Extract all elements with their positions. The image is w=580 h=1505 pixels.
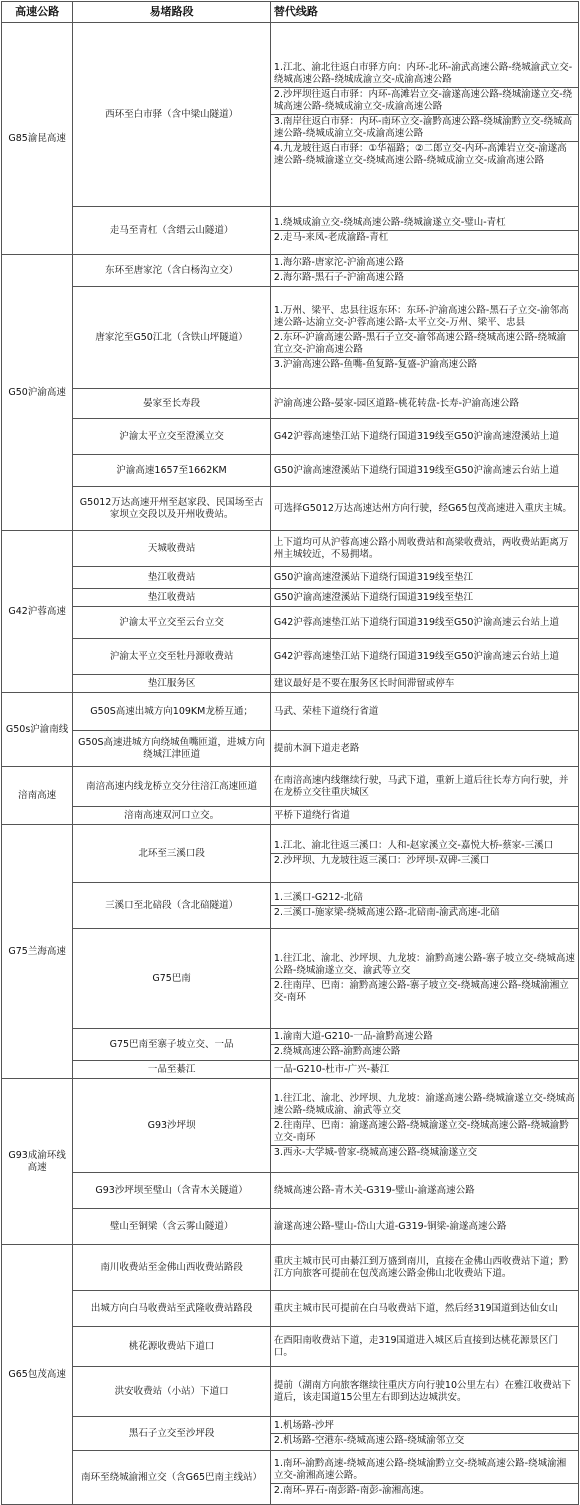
- header-routes: 替代线路: [270, 2, 578, 23]
- congested-section: 垫江收费站: [73, 589, 271, 607]
- route-option: 渝遂高速公路-璧山-岱山大道-G319-铜梁-渝遂高速公路: [273, 1220, 507, 1232]
- congested-section: G50S高速进城方向绕城鱼嘴匝道，进城方向绕城江津匝道: [73, 731, 271, 767]
- alternative-routes: [270, 287, 578, 389]
- congested-section: 璧山至铜梁（含云雾山隧道）: [73, 1209, 271, 1245]
- route-option: 2.机场路-空港东-绕城高速公路-绕城渝邻立交: [271, 1433, 578, 1447]
- table-row: [2, 419, 579, 455]
- route-option: 上下道均可从沪蓉高速公路小周收费站和高梁收费站，两收费站距离万州主城较近，不易拥堵。: [273, 536, 569, 560]
- route-option: 提前（湖南方向旅客继续往重庆方向行驶10公里左右）在雅江收费站下道后，该走国道15公里左右即到达边城洪安。: [273, 1379, 571, 1403]
- route-option: 1.江北、渝北往返三溪口：人和-赵家溪立交-嘉悦大桥-蔡家-三溪口: [273, 840, 554, 851]
- congested-section: 涪南高速双河口立交。: [73, 807, 271, 825]
- table-row: [2, 1245, 579, 1291]
- highway-name: G93成渝环线高速: [2, 1079, 73, 1245]
- route-option: 1.绕城成渝立交-绕城高速公路-绕城渝遂立交-璧山-青杠: [273, 217, 506, 228]
- congested-section: 沪渝太平立交至云台立交: [73, 607, 271, 639]
- route-option: G50沪渝高速澄溪站下道绕行国道319线至垫江: [273, 591, 473, 603]
- table-row: [2, 1209, 579, 1245]
- table-row: [2, 567, 579, 589]
- route-option: 提前木洞下道走老路: [273, 742, 360, 754]
- table-body: [2, 23, 579, 1505]
- table-row: [2, 1029, 579, 1061]
- table-row: [2, 825, 579, 883]
- route-option: 在酉阳南收费站下道，走319国道进入城区后直接到达桃花源景区门口。: [273, 1334, 559, 1358]
- table-row: [2, 1291, 579, 1327]
- table-row: [2, 207, 579, 255]
- congested-section: 三溪口至北碚段（含北碚隧道）: [73, 883, 271, 929]
- table-row: [2, 1367, 579, 1417]
- route-option: 重庆主城市民可由綦江到万盛到南川，直接在金佛山西收费站下道；黔江方向旅客可提前在包茂高速公路金佛山北收费站下道。: [273, 1255, 569, 1279]
- alternative-routes: [270, 207, 578, 255]
- route-option: 2.沙坪坝、九龙坡往返三溪口：沙坪坝-双碑-三溪口: [271, 853, 578, 867]
- route-option: 2.海尔路-黑石子-沪渝高速公路: [271, 270, 578, 284]
- congested-section: G93沙坪坝: [73, 1079, 271, 1173]
- table-row: [2, 1079, 579, 1173]
- table-row: [2, 731, 579, 767]
- alternative-routes: [270, 1327, 578, 1367]
- table-row: [2, 389, 579, 419]
- route-option: 3.西永-大学城-曾家-绕城高速公路-绕城渝遂立交: [271, 1145, 578, 1159]
- alternative-routes: [270, 731, 578, 767]
- route-option: 2.绕城高速公路-渝黔高速公路: [271, 1044, 578, 1058]
- alternative-routes: [270, 767, 578, 807]
- alternative-routes: [270, 1245, 578, 1291]
- congested-section: 洪安收费站（小站）下道口: [73, 1367, 271, 1417]
- route-option: 绕城高速公路-青木关-G319-璧山-渝遂高速公路: [273, 1184, 475, 1196]
- table-row: [2, 255, 579, 287]
- route-option: 1.往江北、渝北、沙坪坝、九龙坡：渝遂高速公路-绕城渝遂立交-绕城高速公路-绕城成渝、渝武等立交: [273, 1092, 575, 1116]
- congested-section: 南川收费站至金佛山西收费站路段: [73, 1245, 271, 1291]
- alternative-routes: [270, 1367, 578, 1417]
- route-option: 沪渝高速公路-晏家-园区道路-桃花转盘-长寿-沪渝高速公路: [273, 397, 520, 409]
- alternative-routes: [270, 675, 578, 693]
- congested-section: 出城方向白马收费站至武隆收费站路段: [73, 1291, 271, 1327]
- alternative-routes: [270, 1209, 578, 1245]
- header-section: 易堵路段: [73, 2, 271, 23]
- congested-section: 一品至綦江: [73, 1061, 271, 1079]
- route-option: 可选择G5012万达高速达州方向行驶，经G65包茂高速进入重庆主城。: [273, 502, 572, 514]
- table-row: [2, 531, 579, 567]
- highway-name: G50s沪渝南线: [2, 693, 73, 767]
- highway-name: G75兰海高速: [2, 825, 73, 1079]
- highway-name: G50沪渝高速: [2, 255, 73, 531]
- table-row: [2, 23, 579, 207]
- route-table: [1, 1, 579, 1505]
- route-option: 3.沪渝高速公路-鱼嘴-鱼复路-复盛-沪渝高速公路: [271, 357, 578, 371]
- alternative-routes: [270, 1029, 578, 1061]
- route-option: G42沪蓉高速垫江站下道绕行国道319线至G50沪渝高速澄溪站上道: [273, 430, 559, 442]
- highway-name: 涪南高速: [2, 767, 73, 825]
- alternative-routes: [270, 1173, 578, 1209]
- congested-section: 晏家至长寿段: [73, 389, 271, 419]
- alternative-routes: [270, 1291, 578, 1327]
- congested-section: 垫江服务区: [73, 675, 271, 693]
- alternative-routes: [270, 1079, 578, 1173]
- route-option: 1.渝南大道-G210-一品-渝黔高速公路: [273, 1031, 433, 1042]
- congested-section: 沪渝太平立交至澄溪立交: [73, 419, 271, 455]
- table-row: [2, 693, 579, 731]
- alternative-routes: [270, 389, 578, 419]
- route-option: 1.往江北、渝北、沙坪坝、九龙坡：渝黔高速公路-寨子坡立交-绕城高速公路-绕城渝遂立交、渝武等立交: [273, 953, 575, 976]
- route-option: 建议最好是不要在服务区长时间滞留或停车: [273, 677, 455, 689]
- route-option: 1.江北、渝北往返白市驿方向：内环-北环-渝武高速公路-绕城渝武立交-绕城高速公路-绕城成渝立交-成渝高速公路: [273, 62, 573, 85]
- alternative-routes: [270, 639, 578, 675]
- alternative-routes: [270, 589, 578, 607]
- route-option: 2.走马-来凤-老成渝路-青杠: [271, 230, 578, 244]
- highway-name: G85渝昆高速: [2, 23, 73, 255]
- table-row: [2, 807, 579, 825]
- alternative-routes: [270, 693, 578, 731]
- route-option: 1.机场路-沙坪: [273, 1420, 334, 1431]
- route-option: G42沪蓉高速垫江站下道绕行国道319线至G50沪渝高速云台站上道: [273, 616, 559, 628]
- route-option: 3.南岸往返白市驿：内环-南环立交-渝黔高速公路-绕城渝黔立交-绕城高速公路-绕城成渝立交-成渝高速公路: [271, 114, 578, 140]
- congested-section: 南环至绕城渝湘立交（含G65巴南主线站）: [73, 1451, 271, 1505]
- alternative-routes: [270, 567, 578, 589]
- congested-section: G75巴南: [73, 929, 271, 1029]
- congested-section: 垫江收费站: [73, 567, 271, 589]
- alternative-routes: [270, 455, 578, 487]
- table-row: [2, 607, 579, 639]
- route-option: 4.九龙坡往返白市驿：①华福路；②二郎立交-内环-高滩岩立交-渝遂高速公路-绕城渝遂立交-绕城高速公路-绕城成渝立交-成渝高速公路: [271, 141, 578, 167]
- alternative-routes: [270, 1061, 578, 1079]
- congested-section: G93沙坪坝至璧山（含青木关隧道）: [73, 1173, 271, 1209]
- congested-section: 唐家沱至G50江北（含铁山坪隧道）: [73, 287, 271, 389]
- table-row: [2, 929, 579, 1029]
- table-row: [2, 455, 579, 487]
- congested-section: 走马至青杠（含缙云山隧道）: [73, 207, 271, 255]
- route-option: 2.沙坪坝往返白市驿：内环-高滩岩立交-渝遂高速公路-绕城渝遂立交-绕城高速公路-绕城成渝立交-成渝高速公路: [271, 87, 578, 113]
- route-option: 2.往南岸、巴南：渝黔高速公路-寨子坡立交-绕城高速公路-绕城渝湘立交-南环: [271, 978, 578, 1004]
- route-option: 2.东环-沪渝高速公路-黑石子立交-渝邻高速公路-绕城高速公路-绕城渝宜立交-沪渝高速公路: [271, 330, 578, 356]
- route-option: G50沪渝高速澄溪站下道绕行国道319线至垫江: [273, 571, 473, 583]
- table-row: [2, 1417, 579, 1451]
- congested-section: 南涪高速内线龙桥立交分往涪江高速匝道: [73, 767, 271, 807]
- alternative-routes: [270, 419, 578, 455]
- table-row: [2, 589, 579, 607]
- congested-section: 天城收费站: [73, 531, 271, 567]
- alternative-routes: [270, 607, 578, 639]
- alternative-routes: [270, 1417, 578, 1451]
- congested-section: G50S高速出城方向109KM龙桥互通；: [73, 693, 271, 731]
- congested-section: 桃花源收费站下道口: [73, 1327, 271, 1367]
- table-row: [2, 487, 579, 531]
- route-option: G50沪渝高速澄溪站下道绕行国道319线至G50沪渝高速云台站上道: [273, 464, 559, 476]
- congested-section: 北环至三溪口段: [73, 825, 271, 883]
- route-option: 1.海尔路-唐家沱-沪渝高速公路: [273, 257, 404, 268]
- table-row: [2, 287, 579, 389]
- table-row: [2, 1327, 579, 1367]
- header-highway: 高速公路: [2, 2, 73, 23]
- route-option: 1.万州、梁平、忠县往返东环：东环-沪渝高速公路-黑石子立交-渝邻高速公路-达渝立交-沪蓉高速公路-太平立交-万州、梁平、忠县: [273, 304, 569, 328]
- table-row: [2, 675, 579, 693]
- route-option: G42沪蓉高速垫江站下道绕行国道319线至G50沪渝高速云台站上道: [273, 650, 559, 662]
- congested-section: 东环至唐家沱（含白杨沟立交）: [73, 255, 271, 287]
- route-option: 重庆主城市民可提前在白马收费站下道，然后经319国道到达仙女山: [273, 1302, 559, 1314]
- table-row: [2, 1061, 579, 1079]
- header-row: [2, 2, 579, 23]
- route-option: 1.南环-渝黔高速-绕城高速公路-绕城渝黔立交-绕城高速公路-绕城渝湘立交-渝湘高速公路。: [273, 1458, 567, 1481]
- alternative-routes: [270, 1451, 578, 1505]
- route-option: 2.三溪口-施家梁-绕城高速公路-北碚南-渝武高速-北碚: [271, 905, 578, 919]
- route-option: 2.南环-界石-南彭路-南彭-渝湘高速。: [271, 1483, 578, 1497]
- table-row: [2, 767, 579, 807]
- highway-name: G65包茂高速: [2, 1245, 73, 1505]
- alternative-routes: [270, 807, 578, 825]
- congested-section: G75巴南至寨子坡立交、一品: [73, 1029, 271, 1061]
- congested-section: G5012万达高速开州至赵家段、民国场至古家坝立交段以及开州收费站。: [73, 487, 271, 531]
- highway-name: G42沪蓉高速: [2, 531, 73, 693]
- congested-section: 黑石子立交至沙坪段: [73, 1417, 271, 1451]
- alternative-routes: [270, 531, 578, 567]
- alternative-routes: [270, 23, 578, 207]
- table-row: [2, 1451, 579, 1505]
- alternative-routes: [270, 825, 578, 883]
- route-option: 1.三溪口-G212-北碚: [273, 892, 363, 903]
- congested-section: 沪渝高速1657至1662KM: [73, 455, 271, 487]
- congested-section: 西环至白市驿（含中梁山隧道）: [73, 23, 271, 207]
- route-option: 一品-G210-杜市-广兴-綦江: [273, 1063, 390, 1075]
- route-option: 马武、荣桂下道绕行省道: [273, 705, 379, 717]
- table-row: [2, 1173, 579, 1209]
- table-row: [2, 639, 579, 675]
- alternative-routes: [270, 883, 578, 929]
- route-option: 在南涪高速内线继续行驶，马武下道，重新上道后往长寿方向行驶，并在龙桥立交往重庆城区: [273, 774, 569, 798]
- route-option: 2.往南岸、巴南：渝遂高速公路-绕城渝遂立交-绕城高速公路-绕城渝黔立交-南环: [271, 1118, 578, 1144]
- table-row: [2, 883, 579, 929]
- alternative-routes: [270, 487, 578, 531]
- congested-section: 沪渝太平立交至牡丹源收费站: [73, 639, 271, 675]
- alternative-routes: [270, 255, 578, 287]
- alternative-routes: [270, 929, 578, 1029]
- route-option: 平桥下道绕行省道: [273, 809, 350, 821]
